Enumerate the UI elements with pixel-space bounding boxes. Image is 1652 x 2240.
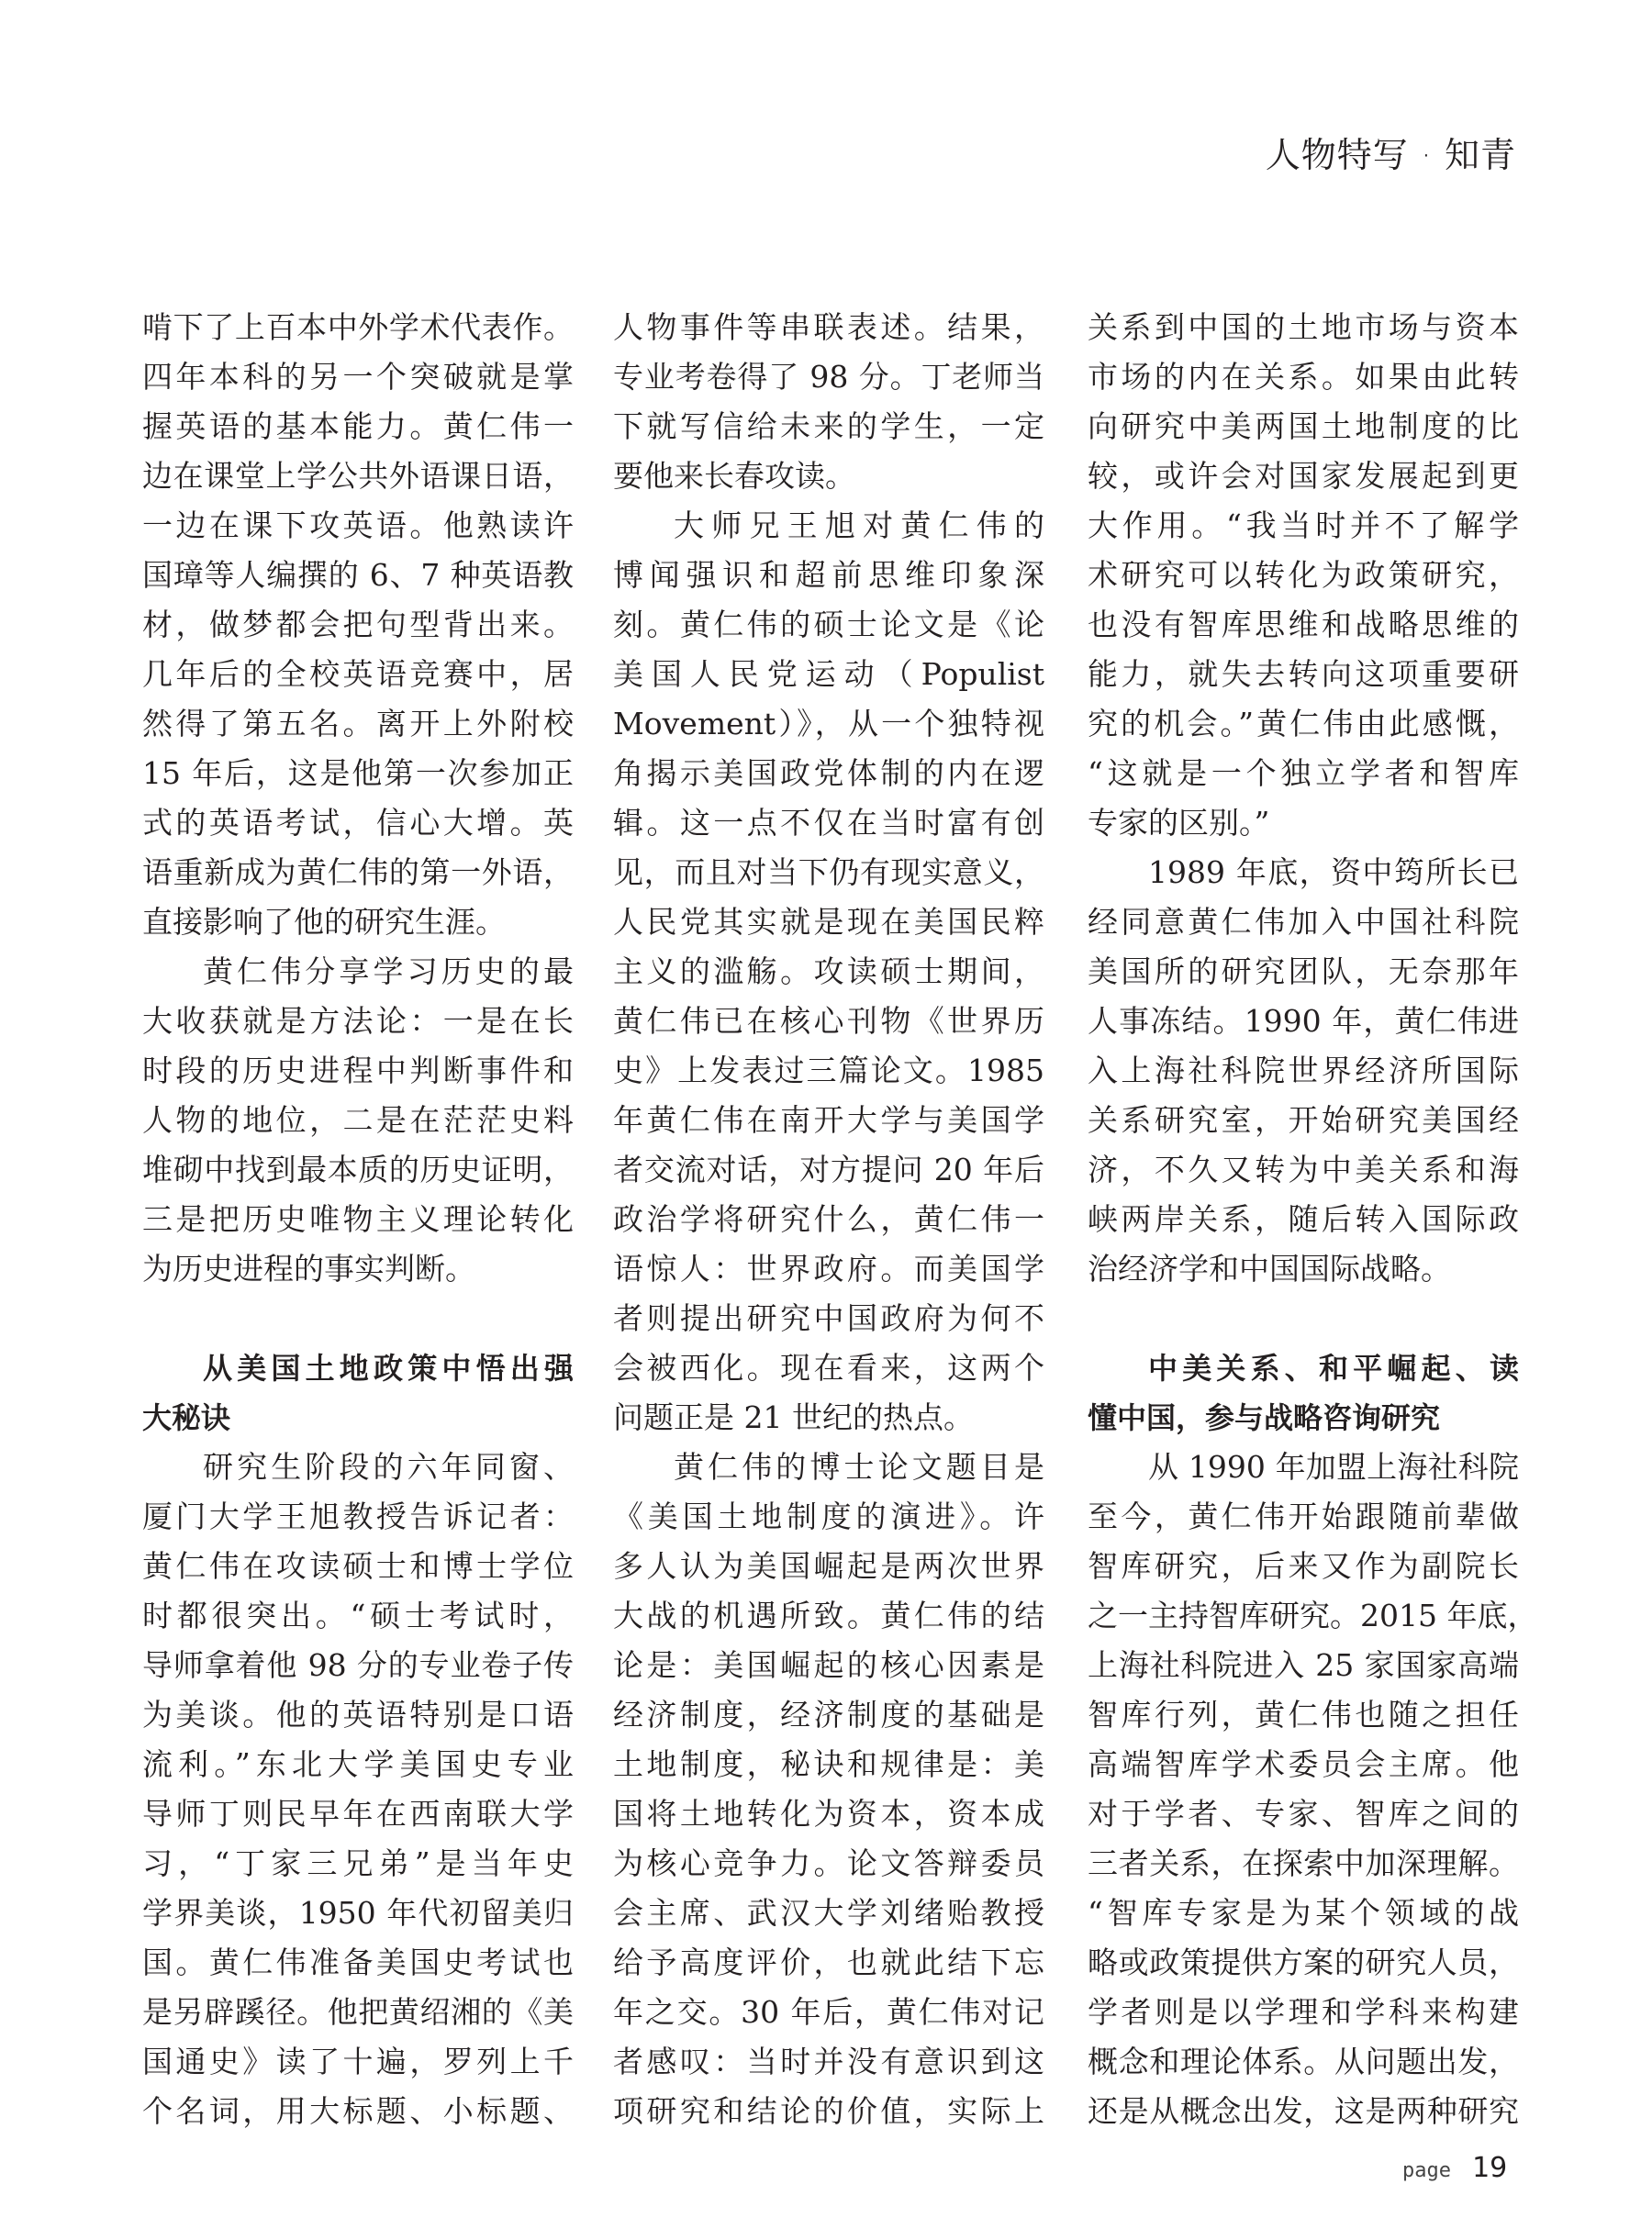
text-line: 是另辟蹊径。他把黄绍湘的《美 <box>142 1994 574 2030</box>
text-line: 经济制度，经济制度的基础是 <box>613 1697 1044 1733</box>
text-line: 习，“丁家三兄弟”是当年史 <box>142 1845 574 1881</box>
text-line: 项研究和结论的价值，实际上 <box>613 2093 1044 2129</box>
heading-line: 中美关系、和平崛起、读 <box>1148 1351 1519 1386</box>
text-line: 较，或许会对国家发展起到更 <box>1088 458 1519 494</box>
text-line: 关系到中国的土地市场与资本 <box>1088 309 1519 345</box>
text-line: 黄仁伟分享学习历史的最 <box>203 953 574 989</box>
text-line: 经同意黄仁伟加入中国社科院 <box>1088 904 1519 940</box>
text-line: 还是从概念出发，这是两种研究 <box>1088 2093 1519 2129</box>
text-line: 下就写信给未来的学生，一定 <box>613 408 1044 444</box>
text-line: 研究生阶段的六年同窗、 <box>203 1449 574 1485</box>
text-line: 辑。这一点不仅在当时富有创 <box>613 805 1044 841</box>
text-line: 略或政策提供方案的研究人员， <box>1088 1945 1519 1980</box>
text-line: 政治学将研究什么，黄仁伟一 <box>613 1201 1044 1237</box>
text-line: 人物的地位，二是在茫茫史料 <box>142 1102 574 1138</box>
page-label: page <box>1402 2159 1451 2182</box>
text-line: 导师丁则民早年在西南联大学 <box>142 1796 574 1832</box>
article-column-3 <box>1088 303 1538 2136</box>
text-line: 边在课堂上学公共外语课日语， <box>142 458 574 494</box>
text-line: 国通史》读了十遍，罗列上千 <box>142 2044 574 2079</box>
text-line: 专家的区别。” <box>1088 805 1270 841</box>
text-line: 治经济学和中国国际战略。 <box>1088 1251 1451 1287</box>
text-line: 然得了第五名。离开上外附校 <box>142 706 574 741</box>
text-line: 大师兄王旭对黄仁伟的 <box>674 507 1044 543</box>
text-line: 式的英语考试，信心大增。英 <box>142 805 574 841</box>
text-line: 博闻强识和超前思维印象深 <box>613 557 1044 593</box>
text-line: 为美谈。他的英语特别是口语 <box>142 1697 574 1733</box>
text-line: 15 年后，这是他第一次参加正 <box>142 755 574 791</box>
text-line: 美国人民党运动（Populist <box>613 656 1044 692</box>
page-footer <box>1402 2152 1507 2184</box>
paragraph <box>142 947 574 1294</box>
text-line: 市场的内在关系。如果由此转 <box>1088 359 1519 395</box>
text-line: 要他来长春攻读。 <box>613 458 855 494</box>
text-line: 堆砌中找到最本质的历史证明， <box>142 1152 574 1187</box>
text-line: 问题正是 21 世纪的热点。 <box>613 1399 974 1435</box>
text-line: 至今，黄仁伟开始跟随前辈做 <box>1088 1499 1519 1534</box>
text-line: 为核心竞争力。论文答辩委员 <box>613 1845 1044 1881</box>
text-line: 年之交。30 年后，黄仁伟对记 <box>613 1994 1044 2030</box>
text-line: 学界美谈，1950 年代初留美归 <box>142 1895 574 1931</box>
text-line: 人民党其实就是现在美国民粹 <box>613 904 1044 940</box>
text-line: 智库研究，后来又作为副院长 <box>1088 1548 1519 1584</box>
paragraph <box>1088 848 1519 1294</box>
section-heading <box>142 1343 574 1443</box>
text-line: 者交流对话，对方提问 20 年后 <box>613 1152 1044 1187</box>
text-line: 大收获就是方法论：一是在长 <box>142 1003 574 1039</box>
text-line: 四年本科的另一个突破就是掌 <box>142 359 574 395</box>
text-line: 时段的历史进程中判断事件和 <box>142 1053 574 1088</box>
text-line: 三是把历史唯物主义理论转化 <box>142 1201 574 1237</box>
text-line: 1989 年底，资中筠所长已 <box>1148 854 1519 890</box>
text-line: 流利。”东北大学美国史专业 <box>142 1746 574 1782</box>
text-line: 材，做梦都会把句型背出来。 <box>142 607 574 642</box>
text-line: 国璋等人编撰的 6、7 种英语教 <box>142 557 574 593</box>
text-line: 给予高度评价，也就此结下忘 <box>613 1945 1044 1980</box>
section-heading <box>1088 1343 1519 1443</box>
text-line: 从 1990 年加盟上海社科院 <box>1148 1449 1519 1485</box>
text-line: 入上海社科院世界经济所国际 <box>1088 1053 1519 1088</box>
paragraph <box>613 1443 1044 2136</box>
heading-line: 从美国土地政策中悟出强 <box>203 1351 574 1386</box>
text-line: 黄仁伟的博士论文题目是 <box>674 1449 1044 1485</box>
text-line: 智库行列，黄仁伟也随之担任 <box>1088 1697 1519 1733</box>
article-column-2 <box>613 303 1044 2136</box>
text-line: 黄仁伟在攻读硕士和博士学位 <box>142 1548 574 1584</box>
text-line: 学者则是以学理和学科来构建 <box>1088 1994 1519 2030</box>
paragraph <box>1088 303 1519 848</box>
paragraph <box>613 303 1044 501</box>
text-line: 者则提出研究中国政府为何不 <box>613 1300 1044 1336</box>
text-line: 国将土地转化为资本，资本成 <box>613 1796 1044 1832</box>
text-line: 一边在课下攻英语。他熟读许 <box>142 507 574 543</box>
text-line: 论是：美国崛起的核心因素是 <box>613 1647 1044 1683</box>
paragraph <box>142 303 574 947</box>
text-line: 大战的机遇所致。黄仁伟的结 <box>613 1598 1044 1633</box>
text-line: 几年后的全校英语竞赛中，居 <box>142 656 574 692</box>
text-line: 语惊人：世界政府。而美国学 <box>613 1251 1044 1287</box>
text-line: 人物事件等串联表述。结果， <box>613 309 1044 345</box>
text-line: 大作用。“我当时并不了解学 <box>1088 507 1519 543</box>
text-line: 土地制度，秘诀和规律是：美 <box>613 1746 1044 1782</box>
text-line: 黄仁伟已在核心刊物《世界历 <box>613 1003 1044 1039</box>
text-line: 关系研究室，开始研究美国经 <box>1088 1102 1519 1138</box>
text-line: 向研究中美两国土地制度的比 <box>1088 408 1519 444</box>
text-line: 时都很突出。“硕士考试时， <box>142 1598 574 1633</box>
text-line: 啃下了上百本中外学术代表作。 <box>142 309 574 345</box>
text-line: 能力，就失去转向这项重要研 <box>1088 656 1519 692</box>
text-line: 专业考卷得了 98 分。丁老师当 <box>613 359 1044 395</box>
text-line: 厦门大学王旭教授告诉记者： <box>142 1499 574 1534</box>
article-column-1 <box>142 303 574 2136</box>
text-line: 主义的滥觞。攻读硕士期间， <box>613 953 1044 989</box>
text-line: 术研究可以转化为政策研究， <box>1088 557 1519 593</box>
text-line: 多人认为美国崛起是两次世界 <box>613 1548 1044 1584</box>
text-line: 三者关系，在探索中加深理解。 <box>1088 1845 1519 1881</box>
text-line: 美国所的研究团队，无奈那年 <box>1088 953 1519 989</box>
text-line: “智库专家是为某个领域的战 <box>1088 1895 1519 1931</box>
text-line: 对于学者、专家、智库之间的 <box>1088 1796 1519 1832</box>
text-line: 导师拿着他 98 分的专业卷子传 <box>142 1647 574 1683</box>
text-line: 语重新成为黄仁伟的第一外语， <box>142 854 574 890</box>
text-line: 直接影响了他的研究生涯。 <box>142 904 506 940</box>
text-line: Movement）》，从一个独特视 <box>613 706 1044 741</box>
text-line: 究的机会。”黄仁伟由此感慨， <box>1088 706 1519 741</box>
paragraph <box>1088 1443 1538 2136</box>
text-line: 个名词，用大标题、小标题、 <box>142 2093 574 2129</box>
text-line: “这就是一个独立学者和智库 <box>1088 755 1519 791</box>
text-line: 年黄仁伟在南开大学与美国学 <box>613 1102 1044 1138</box>
heading-line: 大秘诀 <box>142 1400 231 1435</box>
text-line: 者感叹：当时并没有意识到这 <box>613 2044 1044 2079</box>
text-line: 会主席、武汉大学刘绪贻教授 <box>613 1895 1044 1931</box>
section-spacer <box>142 1294 574 1343</box>
text-line: 济，不久又转为中美关系和海 <box>1088 1152 1519 1187</box>
text-line: 也没有智库思维和战略思维的 <box>1088 607 1519 642</box>
text-line: 之一主持智库研究。2015 年底， <box>1088 1598 1538 1633</box>
heading-line: 懂中国，参与战略咨询研究 <box>1088 1400 1441 1435</box>
section-spacer <box>1088 1294 1519 1343</box>
text-line: 见，而且对当下仍有现实意义， <box>613 854 1044 890</box>
paragraph <box>142 1443 574 2136</box>
text-line: 上海社科院进入 25 家国家高端 <box>1088 1647 1519 1683</box>
text-line: 《美国土地制度的演进》。许 <box>613 1499 1044 1534</box>
text-line: 角揭示美国政党体制的内在逻 <box>613 755 1044 791</box>
text-line: 高端智库学术委员会主席。他 <box>1088 1746 1519 1782</box>
text-line: 会被西化。现在看来，这两个 <box>613 1350 1044 1386</box>
paragraph <box>613 501 1044 1443</box>
text-line: 握英语的基本能力。黄仁伟一 <box>142 408 574 444</box>
text-line: 国。黄仁伟准备美国史考试也 <box>142 1945 574 1980</box>
text-line: 为历史进程的事实判断。 <box>142 1251 475 1287</box>
text-line: 刻。黄仁伟的硕士论文是《论 <box>613 607 1044 642</box>
text-line: 峡两岸关系，随后转入国际政 <box>1088 1201 1519 1237</box>
section-header: 人物特写 · 知青 <box>1265 135 1516 175</box>
text-line: 概念和理论体系。从问题出发， <box>1088 2044 1519 2079</box>
text-line: 人事冻结。1990 年，黄仁伟进 <box>1088 1003 1519 1039</box>
page-number: 19 <box>1472 2152 1508 2184</box>
text-line: 史》上发表过三篇论文。1985 <box>613 1053 1044 1088</box>
